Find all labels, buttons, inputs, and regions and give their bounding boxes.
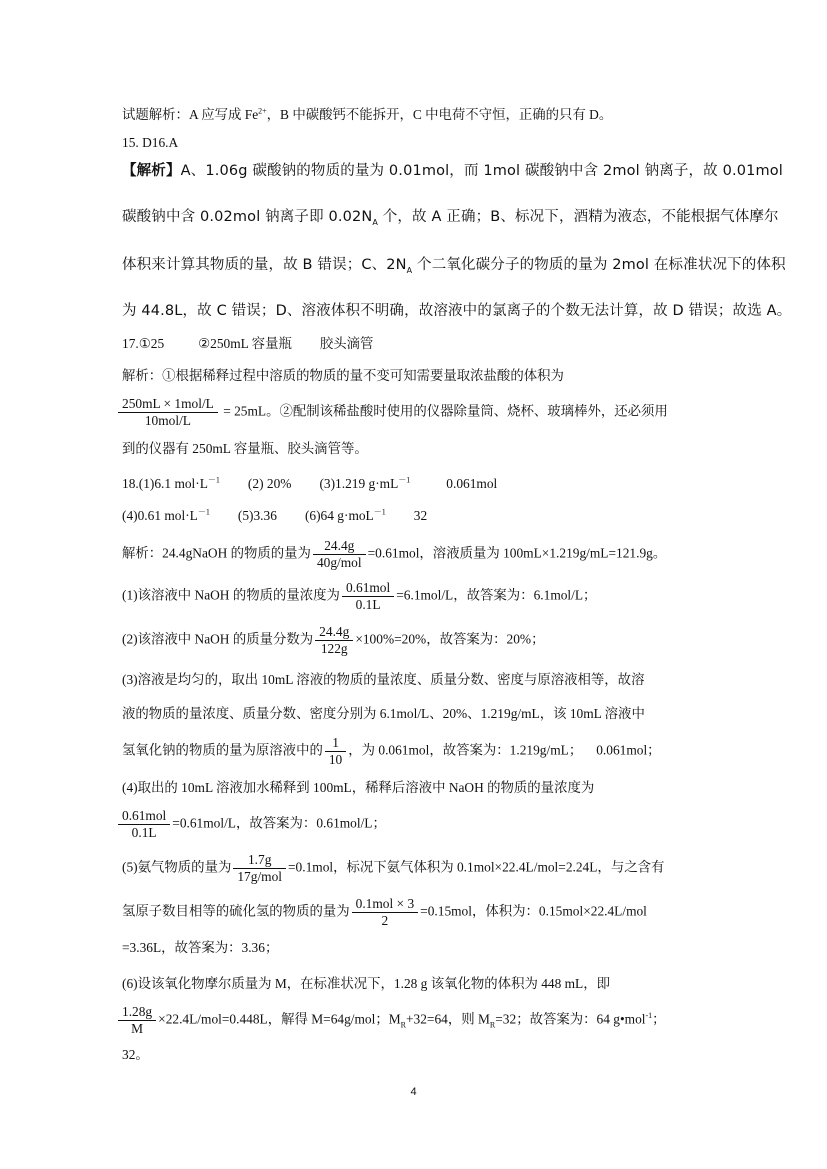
q16-line-1: 【解析】A、1.06g 碳酸钠的物质的量为 0.01mol，而 1mol 碳酸钠中含 2mol 钠离子，故 0.01mol bbox=[122, 163, 783, 179]
fraction: $\frac{\text{0.1mol × 3}}{2}$ bbox=[352, 896, 419, 929]
fraction: $\frac{1.7g}{\text{17g/mol}}$ bbox=[233, 852, 286, 885]
q16-line-3: 体积来计算其物质的量，故 B 错误；C、$2N_A$ 个二氧化碳分子的物质的量为 2mol 在标准状况下的体积 bbox=[122, 257, 786, 275]
q18-answers-2: (4)0.61 $mol\cdot L^{-1}$ (5)3.36 (6)64 g·moL$^{-1}$ 32 bbox=[122, 507, 428, 523]
q18-explanation-2: (2)该溶液中 NaOH 的质量分数为 $\frac{24.4g}{122g}$ ×100%=20%，故答案为：20%； bbox=[122, 624, 545, 656]
q18-explanation-3-line-3: 氢氧化钠的物质的量为原溶液中的 $\frac{1}{10}$ ，为 0.061mol，故答案为：1.219g/mL； 0.061mol； bbox=[122, 735, 661, 767]
q18-explanation-5-line-3: =3.36L，故答案为：3.36； bbox=[122, 940, 279, 955]
q18-explanation-5-line-2: 氢原子数目相等的硫化氢的物质的量为 $\frac{\text{0.1mol × 3}}{2}$ =0.15mol，体积为：0.15mol×22.4L/mol bbox=[122, 896, 647, 928]
q18-explanation-0: 解析：24.4gNaOH 的物质的量为 $\frac{24.4g}{\text{40g/mol}}$ =0.61mol，溶液质量为 100mL×1.219g/mL=121.9g。 bbox=[122, 538, 667, 570]
q17-explanation-2: $\frac{\text{250mL × 1mol/L}}{\text{10mol/L}}$ = 25mL。②配制该稀盐酸时使用的仪器除量筒、烧杯、玻璃棒外，还必须用 bbox=[122, 396, 668, 429]
q18-explanation-4-line-1: (4)取出的 10mL 溶液加水稀释到 100mL，稀释后溶液中 NaOH 的物质的量浓度为 bbox=[122, 780, 595, 795]
answer-line: 15. D16.A bbox=[122, 135, 179, 150]
q18-explanation-4-line-2: $\frac{\text{0.61mol}}{0.1L}$ =0.61mol/L，故答案为：0.61mol/L； bbox=[122, 808, 386, 841]
q16-line-4: 为 44.8L，故 C 错误；D、溶液体积不明确，故溶液中的氯离子的个数无法计算，故 D 错误；故选 A。 bbox=[122, 303, 792, 319]
q17-answers: 17.①25 ②250mL 容量瓶 胶头滴管 bbox=[122, 336, 374, 351]
fraction: $\frac{\text{0.61mol}}{0.1L}$ bbox=[118, 808, 170, 841]
q18-explanation-5-line-1: (5)氨气物质的量为 $\frac{1.7g}{\text{17g/mol}}$ =0.1mol，标况下氨气体积为 0.1mol×22.4L/mol=2.24L，与之含有 bbox=[122, 852, 665, 884]
q18-explanation-6-line-3: 32。 bbox=[122, 1047, 149, 1062]
q18-explanation-1: (1)该溶液中 NaOH 的物质的量浓度为 $\frac{\text{0.61mol}}{0.1L}$ =6.1mol/L，故答案为：6.1mol/L； bbox=[122, 580, 597, 612]
q17-explanation-1: 解析：①根据稀释过程中溶质的物质的量不变可知需要量取浓盐酸的体积为 bbox=[122, 368, 564, 383]
q18-explanation-3-line-1: (3)溶液是均匀的，取出 10mL 溶液的物质的量浓度、质量分数、密度与原溶液相等，故溶 bbox=[122, 672, 645, 687]
q18-answers-1: 18.(1)6.1 $mol\cdot L^{-1}$ (2) 20% (3)1.219 $g\cdot mL^{-1}$ 0.061mol bbox=[122, 475, 498, 491]
fraction: $\frac{1}{10}$ bbox=[325, 735, 346, 768]
explanation-line: 试题解析：A 应写成 $Fe^{2+}$，B 中碳酸钙不能拆开，C 中电荷不守恒，正确的只有 D。 bbox=[122, 106, 613, 122]
q18-explanation-6-line-2: $\frac{1.28g}{M}$ ×22.4L/mol=0.448L，解得 M=64g/mol；$M_R+32=64$，则 $M_R=32$；故答案为：64 g•mol$^{-1}$； bbox=[122, 1004, 666, 1037]
fraction: $\frac{24.4g}{122g}$ bbox=[315, 624, 353, 657]
q17-explanation-3: 到的仪器有 250mL 容量瓶、胶头滴管等。 bbox=[122, 441, 368, 456]
q18-explanation-6-line-1: (6)设该氧化物摩尔质量为 M，在标准状况下，1.28 g 该氧化物的体积为 448 mL，即 bbox=[122, 976, 611, 991]
q18-explanation-3-line-2: 液的物质的量浓度、质量分数、密度分别为 6.1mol/L、20%、1.219g/mL，该 10mL 溶液中 bbox=[122, 706, 645, 721]
fraction: $\frac{\text{0.61mol}}{0.1L}$ bbox=[342, 580, 394, 613]
fraction: $\frac{1.28g}{M}$ bbox=[118, 1004, 156, 1037]
q16-line-2: 碳酸钠中含 0.02mol 钠离子即 $0.02N_A$ 个，故 A 正确；B、标况下，酒精为液态，不能根据气体摩尔 bbox=[122, 209, 779, 227]
fraction: $\frac{24.4g}{\text{40g/mol}}$ bbox=[313, 538, 366, 571]
fraction: $\frac{\text{250mL × 1mol/L}}{\text{10mol/L}}$ bbox=[118, 396, 218, 429]
page-number: 4 bbox=[410, 1086, 417, 1098]
